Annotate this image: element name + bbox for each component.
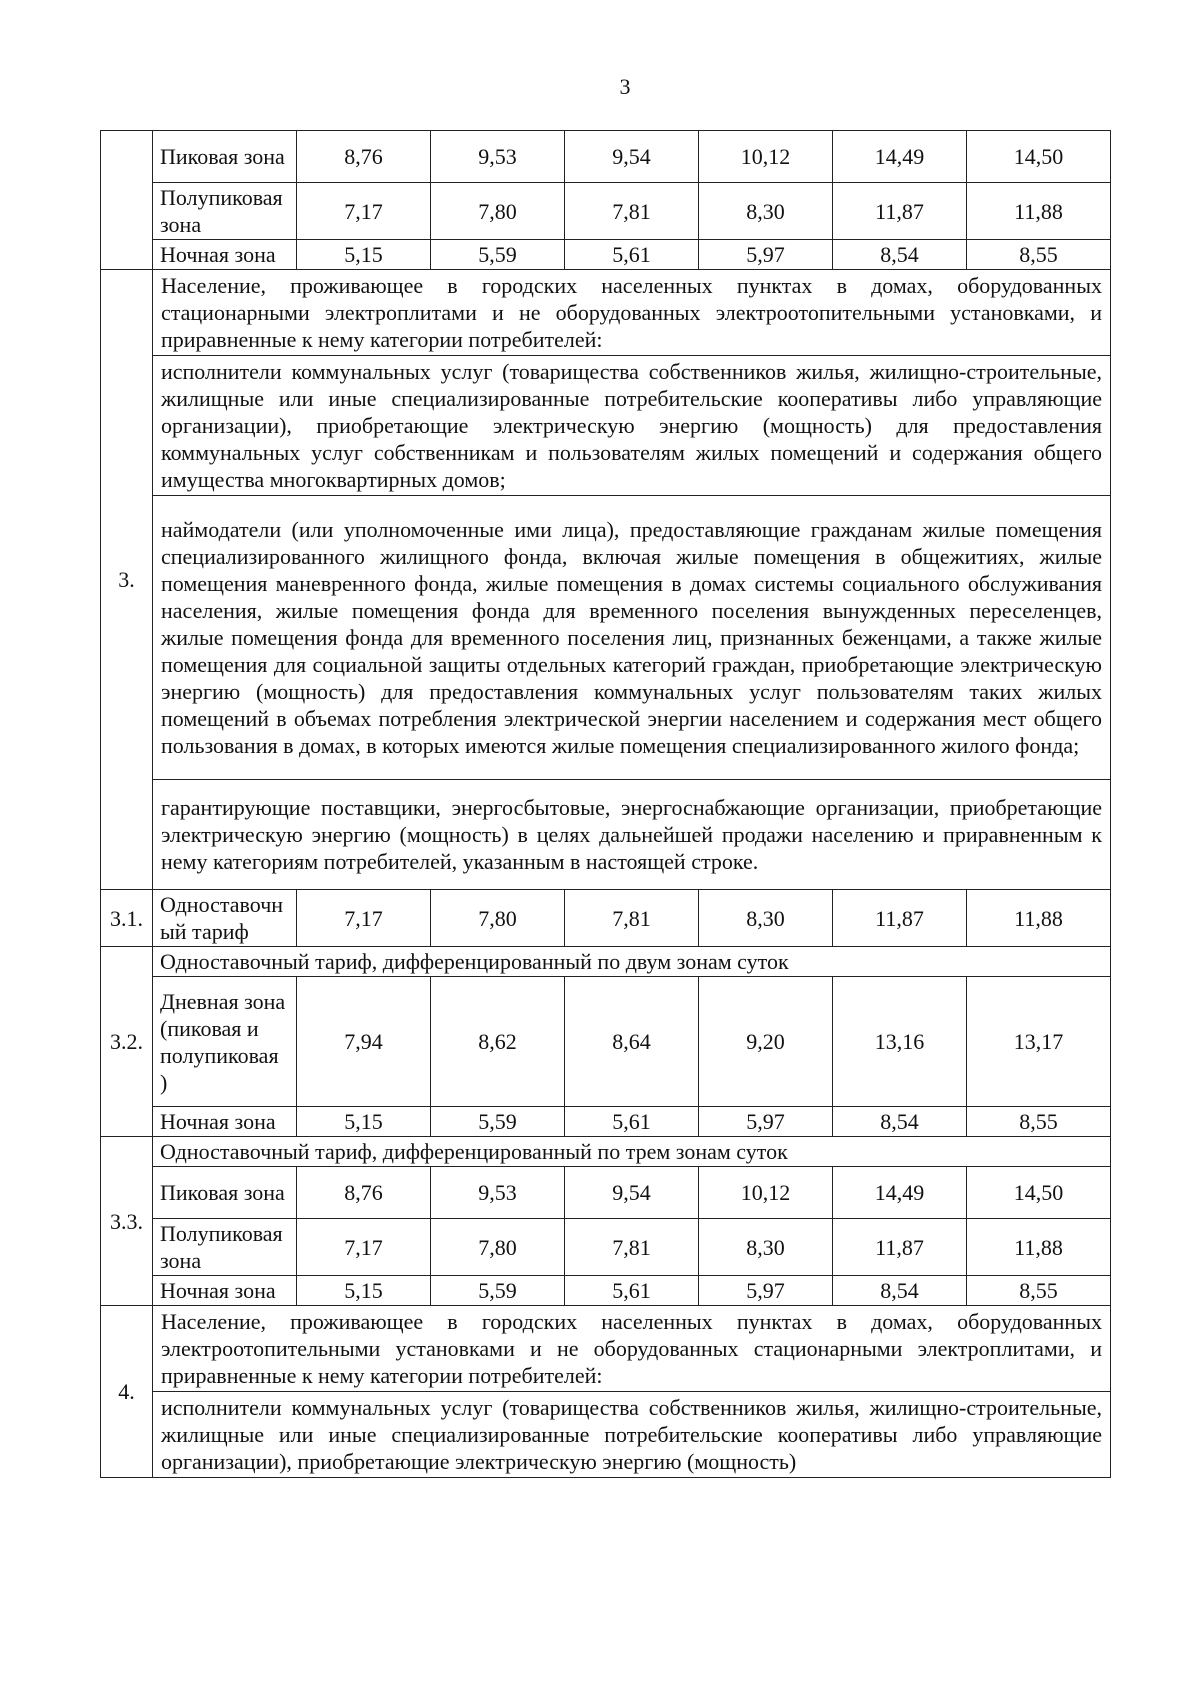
table-row — [101, 183, 1111, 240]
tariff-value-cell: 9,20 — [699, 977, 833, 1107]
tariff-value-cell: 5,59 — [431, 240, 565, 270]
tariff-value-cell: 7,81 — [565, 890, 699, 947]
tariff-value-cell: 7,80 — [431, 1219, 565, 1276]
table-row — [101, 1276, 1111, 1306]
tariff-value-cell: 14,49 — [833, 131, 967, 183]
tariff-value-cell: 7,17 — [297, 183, 431, 240]
table-row — [101, 1167, 1111, 1219]
zone-label-cell: Пиковая зона — [153, 131, 297, 183]
tariff-value-cell: 8,55 — [967, 1276, 1111, 1306]
tariff-value-cell: 14,50 — [967, 131, 1111, 183]
table-row — [101, 947, 1111, 977]
tariff-value-cell: 7,81 — [565, 1219, 699, 1276]
subsection-heading-cell: Одноставочный тариф, дифференцированный по двум зонам суток — [153, 947, 1111, 977]
row-number-cell: 3.3. — [101, 1137, 153, 1306]
tariff-value-cell: 10,12 — [699, 1167, 833, 1219]
zone-label-cell: Ночная зона — [153, 1107, 297, 1137]
tariff-value-cell: 5,59 — [431, 1276, 565, 1306]
table-row — [101, 890, 1111, 947]
page-number: 3 — [619, 74, 631, 99]
row-number-cell: 3.1. — [101, 890, 153, 947]
tariff-value-cell: 9,54 — [565, 131, 699, 183]
tariff-value-cell: 5,61 — [565, 1276, 699, 1306]
tariff-value-cell: 13,16 — [833, 977, 967, 1107]
zone-label-cell: Полупиковая зона — [153, 183, 297, 240]
tariff-value-cell: 5,61 — [565, 1107, 699, 1137]
table-row — [101, 131, 1111, 183]
section-paragraph-cell: гарантирующие поставщики, энергосбытовые, энергоснабжающие организации, приобретающие электрическую энергию (мощность) в целях дальнейшей продажи населению и приравненным к нему категориям потребителей, указанным в настоящей строке. — [153, 780, 1111, 890]
zone-label-cell: Ночная зона — [153, 240, 297, 270]
table-row — [101, 1107, 1111, 1137]
section-paragraph-cell: исполнители коммунальных услуг (товарищества собственников жилья, жилищно-строительные, жилищные или иные специализированные потребительские кооперативы либо управляющие организации), приобретающие электрическую энергию (мощность) для предоставления коммунальных услуг собственникам и пользователям жилых помещений и содержания общего имущества многоквартирных домов; — [153, 356, 1111, 496]
tariff-value-cell: 7,81 — [565, 183, 699, 240]
section-heading-cell: Население, проживающее в городских населенных пунктах в домах, оборудованных стационарными электроплитами и не оборудованных электроотопительными установками, и приравненные к нему категории потребителей: — [153, 270, 1111, 356]
row-number-cell: 3.2. — [101, 947, 153, 1137]
tariff-value-cell: 5,97 — [699, 1107, 833, 1137]
tariff-value-cell: 11,88 — [967, 1219, 1111, 1276]
tariff-value-cell: 5,97 — [699, 240, 833, 270]
tariff-value-cell: 13,17 — [967, 977, 1111, 1107]
tariff-value-cell: 5,59 — [431, 1107, 565, 1137]
tariff-value-cell: 8,54 — [833, 240, 967, 270]
section-number-cell: 3. — [101, 270, 153, 890]
tariff-value-cell: 14,49 — [833, 1167, 967, 1219]
tariff-value-cell: 11,87 — [833, 183, 967, 240]
tariff-value-cell: 7,80 — [431, 890, 565, 947]
tariff-label-cell: Одноставочн ый тариф — [153, 890, 297, 947]
tariff-value-cell: 11,88 — [967, 183, 1111, 240]
table-row — [101, 270, 1111, 356]
tariff-value-cell: 9,53 — [431, 1167, 565, 1219]
tariff-value-cell: 9,54 — [565, 1167, 699, 1219]
tariff-value-cell: 10,12 — [699, 131, 833, 183]
zone-label-cell: Полупиковая зона — [153, 1219, 297, 1276]
tariff-table — [100, 130, 1111, 1478]
table-row — [101, 780, 1111, 890]
table-row — [101, 1392, 1111, 1478]
table-row — [101, 1219, 1111, 1276]
tariff-value-cell: 5,61 — [565, 240, 699, 270]
table-row — [101, 356, 1111, 496]
tariff-value-cell: 5,15 — [297, 1107, 431, 1137]
tariff-value-cell: 8,55 — [967, 1107, 1111, 1137]
tariff-value-cell: 11,87 — [833, 1219, 967, 1276]
tariff-value-cell: 11,87 — [833, 890, 967, 947]
tariff-value-cell: 11,88 — [967, 890, 1111, 947]
section-paragraph-cell: наймодатели (или уполномоченные ими лица), предоставляющие гражданам жилые помещения специализированного жилищного фонда, включая жилые помещения в общежитиях, жилые помещения маневренного фонда, жилые помещения в домах системы социального обслуживания населения, жилые помещения фонда для временного поселения вынужденных переселенцев, жилые помещения фонда для временного поселения лиц, признанных беженцами, а также жилые помещения для социальной защиты отдельных категорий граждан, приобретающие электрическую энергию (мощность) для предоставления коммунальных услуг пользователям таких жилых помещений в объемах потребления электрической энергии населением и содержания мест общего пользования в домах, в которых имеются жилые помещения специализированного жилого фонда; — [153, 496, 1111, 780]
tariff-value-cell: 7,80 — [431, 183, 565, 240]
tariff-value-cell: 8,30 — [699, 183, 833, 240]
tariff-value-cell: 8,30 — [699, 890, 833, 947]
subsection-heading-cell: Одноставочный тариф, дифференцированный по трем зонам суток — [153, 1137, 1111, 1167]
table-row — [101, 1137, 1111, 1167]
zone-label-cell: Ночная зона — [153, 1276, 297, 1306]
table-row — [101, 240, 1111, 270]
tariff-value-cell: 8,62 — [431, 977, 565, 1107]
tariff-value-cell: 8,55 — [967, 240, 1111, 270]
table-row — [101, 977, 1111, 1107]
tariff-value-cell: 5,15 — [297, 1276, 431, 1306]
tariff-value-cell: 9,53 — [431, 131, 565, 183]
zone-label-cell: Пиковая зона — [153, 1167, 297, 1219]
section-number-cell: 4. — [101, 1306, 153, 1478]
tariff-value-cell: 8,64 — [565, 977, 699, 1107]
tariff-value-cell: 8,76 — [297, 131, 431, 183]
tariff-value-cell: 14,50 — [967, 1167, 1111, 1219]
tariff-value-cell: 7,94 — [297, 977, 431, 1107]
tariff-value-cell: 5,15 — [297, 240, 431, 270]
tariff-value-cell: 8,76 — [297, 1167, 431, 1219]
tariff-value-cell: 5,97 — [699, 1276, 833, 1306]
zone-label-cell: Дневная зона (пиковая и полупиковая ) — [153, 977, 297, 1107]
table-row — [101, 496, 1111, 780]
tariff-value-cell: 7,17 — [297, 1219, 431, 1276]
table-row — [101, 1306, 1111, 1392]
section-heading-cell: Население, проживающее в городских населенных пунктах в домах, оборудованных электроотопительными установками и не оборудованных стационарными электроплитами, и приравненные к нему категории потребителей: — [153, 1306, 1111, 1392]
tariff-value-cell: 8,54 — [833, 1276, 967, 1306]
tariff-value-cell: 7,17 — [297, 890, 431, 947]
section-paragraph-cell: исполнители коммунальных услуг (товарищества собственников жилья, жилищно-строительные, жилищные или иные специализированные потребительские кооперативы либо управляющие организации), приобретающие электрическую энергию (мощность) — [153, 1392, 1111, 1478]
row-number-cell — [101, 131, 153, 270]
tariff-value-cell: 8,30 — [699, 1219, 833, 1276]
tariff-value-cell: 8,54 — [833, 1107, 967, 1137]
